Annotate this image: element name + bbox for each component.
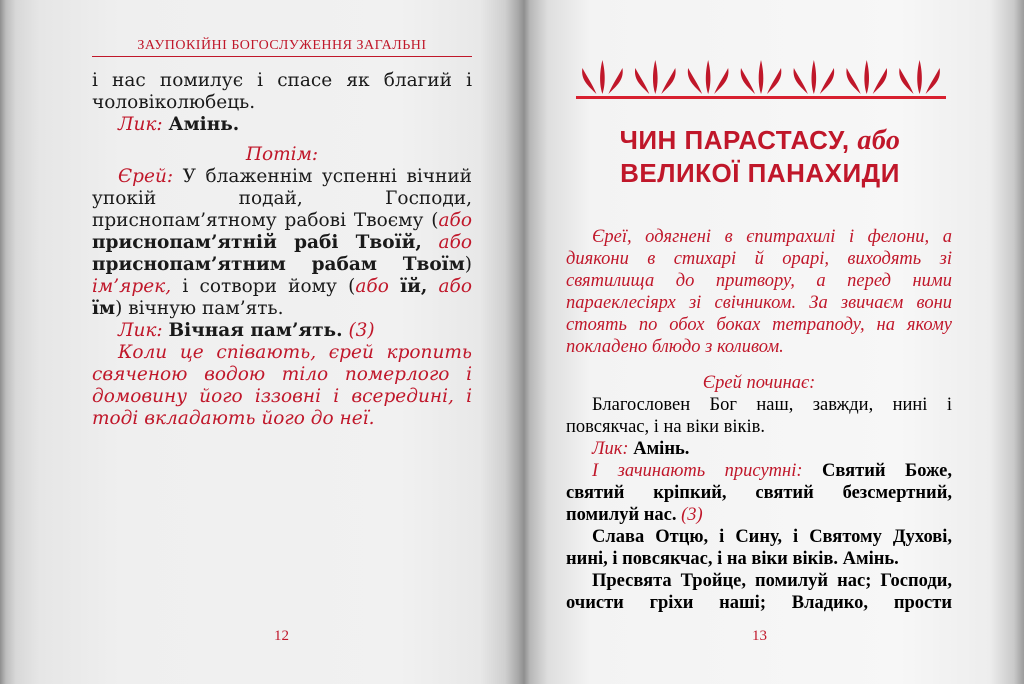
rubric-lik: Лик:: [118, 114, 163, 135]
paragraph-glory: [566, 526, 952, 570]
rubric-begin: І зачинають присутні:: [592, 461, 803, 481]
right-page-text: [566, 226, 952, 614]
rubric-erei: Єрей:: [118, 166, 174, 187]
prayer-bold: їй,: [400, 276, 428, 297]
rubric-imyarek: ім’ярек,: [92, 276, 172, 297]
paragraph-continuation: і нас помилує і спасе як благий і чоловіколюбець.: [92, 70, 472, 113]
page-number: 12: [274, 628, 289, 644]
ornament-leaf: [582, 60, 623, 94]
paragraph-lik-memory: [92, 320, 472, 342]
prayer-text: ): [464, 254, 472, 275]
title-line-1: ЧИН ПАРАСТАСУ,: [619, 125, 850, 155]
paragraph-lik-amen: [566, 438, 952, 460]
rubric-three: (3): [348, 320, 375, 341]
rubric-three: (3): [681, 505, 703, 525]
rubric-opening: Єреї, одягнені в єпитрахилі і фелони, а диякони в стихарі й орарі, виходять зі святилища до притвору, а перед ними параеклесіярх зі свічником. За звичаєм вони стоять по обох боках тетраподу, на якому покладено блюдо з коливом.: [566, 227, 952, 357]
spacer: [92, 136, 472, 144]
left-page-text: [92, 70, 472, 430]
prayer-text: і сотвори йому (: [182, 276, 356, 297]
prayer-bold: приснопам’ятним рабам Твоїм: [92, 254, 465, 275]
rubric-lik: Лик:: [118, 320, 163, 341]
paragraph-blessing: Благословен Бог наш, завжди, нині і повсякчас, і на віки віків.: [566, 395, 952, 437]
response-amen: Амінь.: [633, 439, 690, 459]
response-amen: Амінь.: [168, 114, 240, 135]
rubric-potim: Потім:: [245, 144, 319, 165]
rubric-abo: або: [438, 210, 472, 231]
prayer-trisagion: Святий Боже, святий кріпкий, святий безсмертний, помилуй нас.: [566, 461, 952, 525]
prayer-holy-trinity: Пресвята Тройце, помилуй нас; Господи, очисти гріхи наші; Владико, прости: [566, 571, 952, 613]
prayer-text: ) вічную пам’ять.: [115, 298, 284, 319]
ornament-leaf: [741, 60, 782, 94]
rubric-instruction: Коли це співають, єрей кропить свяченою водою тіло померлого і домовину його іззовні і всередині, і тоді вкладають його до неї.: [92, 342, 472, 429]
rubric-abo: або: [438, 232, 473, 253]
ornament-leaf: [794, 60, 835, 94]
floral-ornament-icon: [576, 56, 946, 104]
ornament-leaf: [846, 60, 887, 94]
rubric-lik: Лик:: [592, 439, 629, 459]
running-head: ЗАУПОКІЙНІ БОГОСЛУЖЕННЯ ЗАГАЛЬНІ: [137, 38, 427, 53]
title-line-2: ВЕЛИКОЇ ПАНАХИДИ: [620, 158, 900, 188]
ornament-leaf: [688, 60, 729, 94]
ornament-leaf: [635, 60, 676, 94]
paragraph-lik-amen: [92, 114, 472, 136]
paragraph-trisagion: [566, 460, 952, 526]
spacer: [566, 358, 952, 372]
paragraph-erei-prayer: [92, 166, 472, 320]
response-memory: Вічная пам’ять.: [168, 320, 343, 341]
rubric-abo: або: [355, 276, 389, 297]
chapter-title: [560, 124, 960, 189]
paragraph-holy-trinity: [566, 570, 952, 614]
running-head-rule: [92, 56, 472, 57]
prayer-glory: Слава Отцю, і Сину, і Святому Духові, нині, і повсякчас, і на віки віків. Амінь.: [566, 527, 952, 569]
title-abo: або: [857, 125, 901, 156]
ornament-leaf: [899, 60, 940, 94]
prayer-bold: приснопам’ятній рабі Твоїй,: [92, 232, 422, 253]
page-number: 13: [752, 628, 767, 644]
prayer-text: У блаженнім успенні вічний упокій подай, Господи, приснопам’ятному рабові Твоєму (: [92, 166, 472, 231]
rubric-erei-begins: Єрей починає:: [702, 373, 816, 393]
prayer-bold: їм: [92, 298, 116, 319]
rubric-abo: або: [438, 276, 472, 297]
